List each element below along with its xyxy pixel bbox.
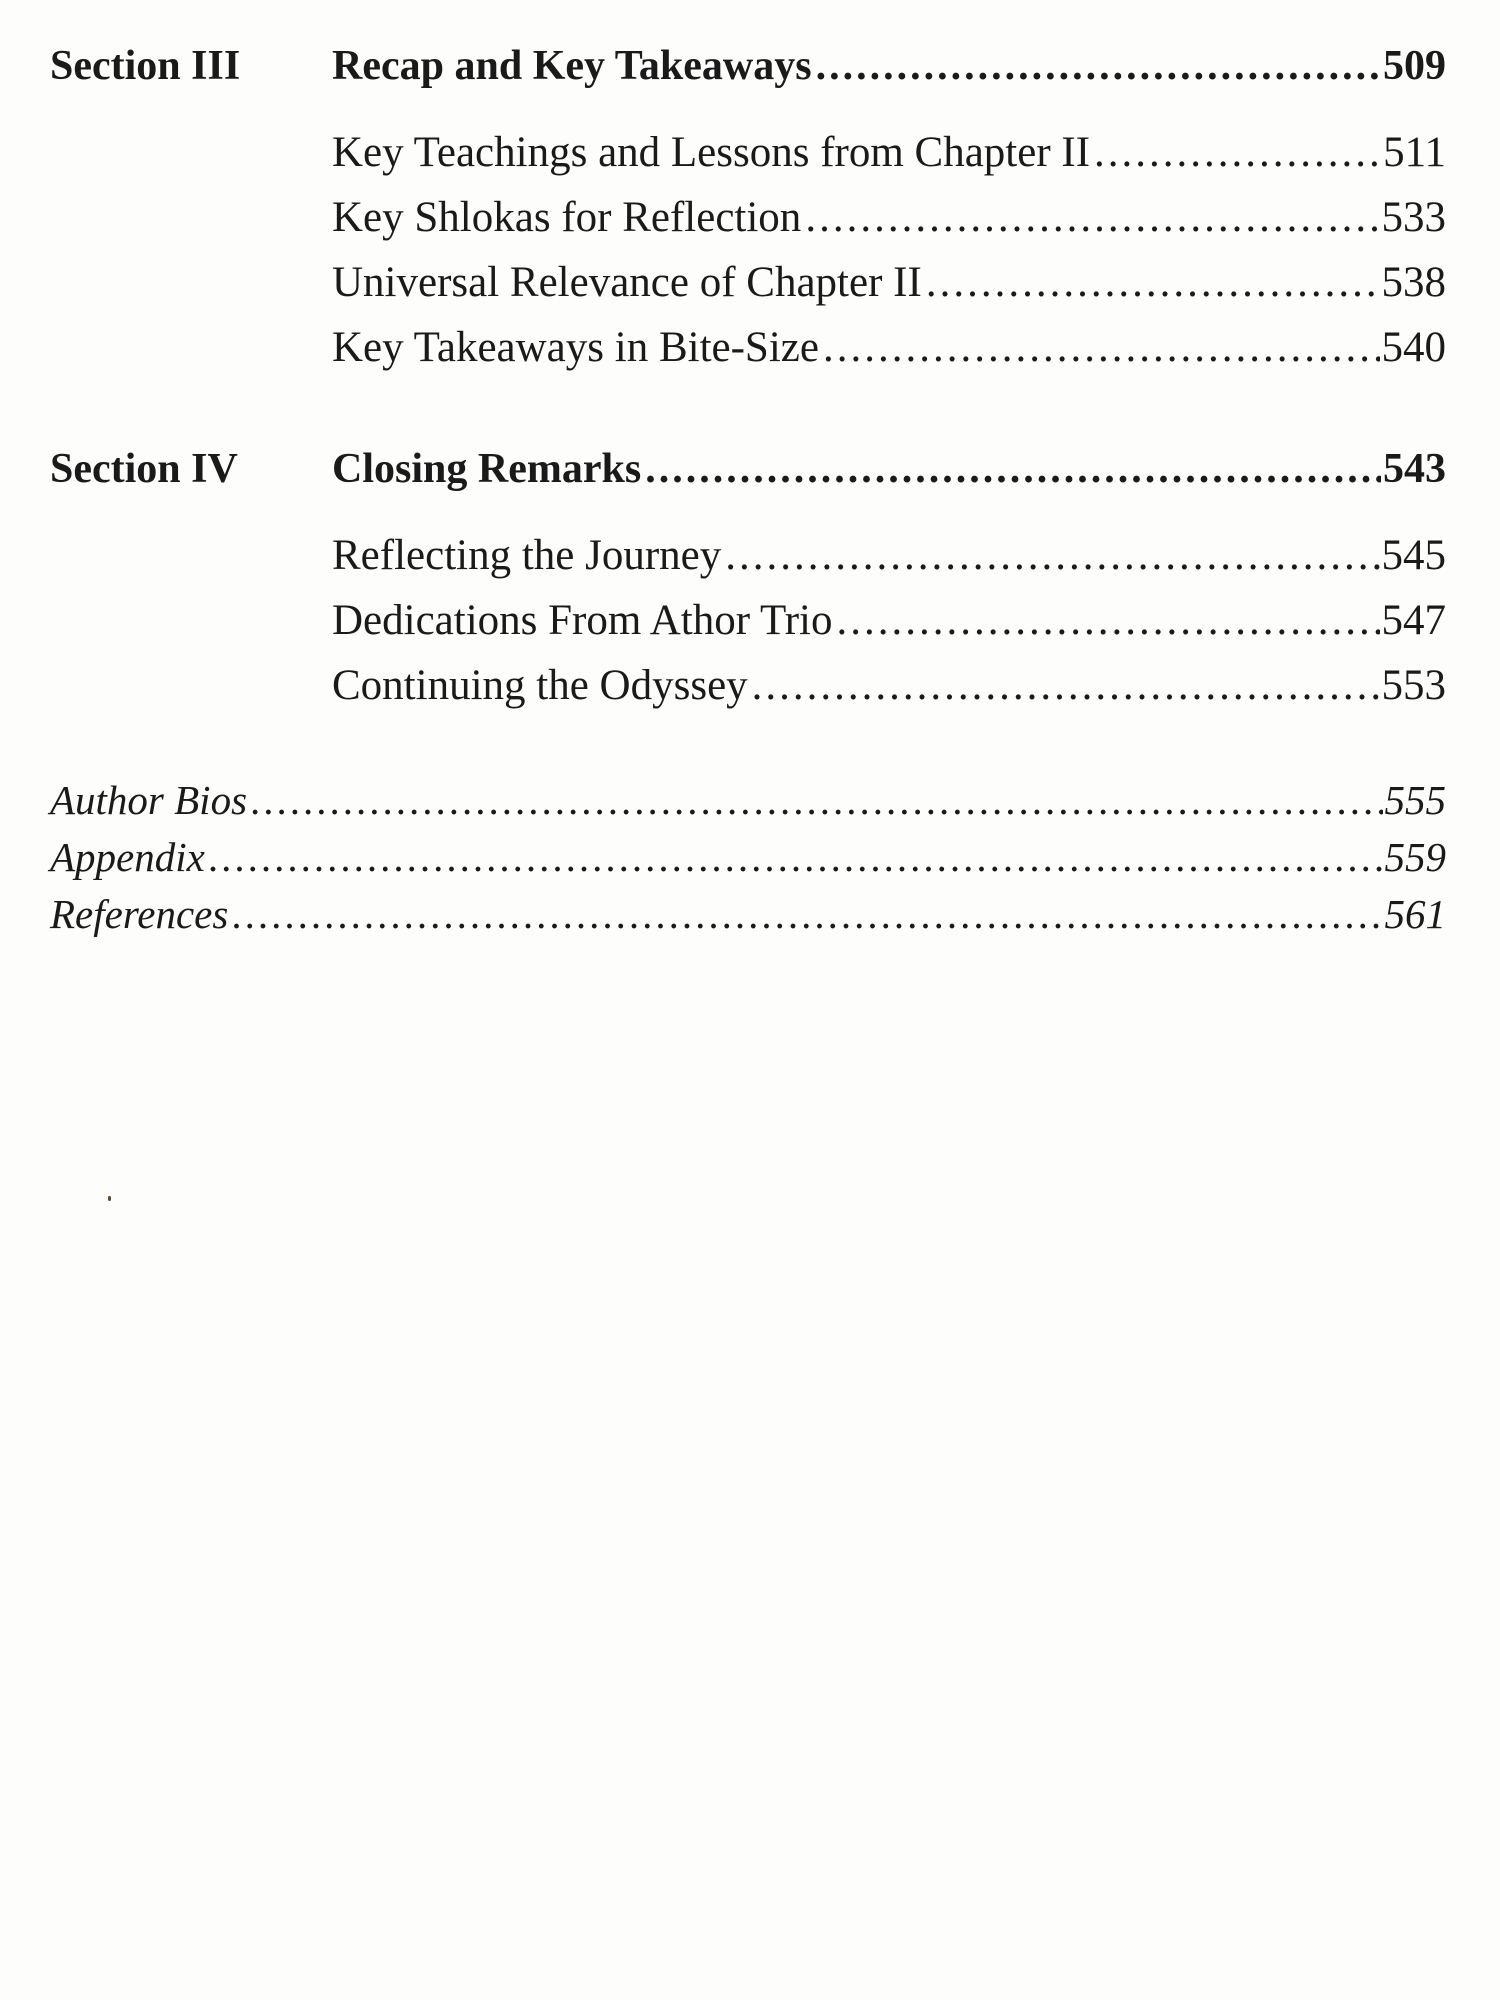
entry-page-number: 547 [1381, 597, 1446, 644]
toc-entry [332, 323, 1446, 388]
entry-page-number: 561 [1384, 891, 1446, 937]
dot-leader [926, 258, 1380, 307]
section-label: Section IV [50, 446, 238, 492]
section-heading-row [50, 445, 1446, 509]
entry-title: Continuing the Odyssey [332, 662, 748, 709]
toc-entry [332, 128, 1446, 193]
dot-leader [232, 890, 1382, 938]
dot-leader [725, 531, 1379, 580]
back-matter-entry [50, 833, 1446, 890]
toc-section-3 [50, 42, 1446, 388]
dot-leader [645, 445, 1381, 493]
toc-entry [332, 661, 1446, 726]
dot-leader [251, 776, 1382, 824]
dot-leader [1094, 128, 1381, 177]
dot-leader [816, 42, 1381, 90]
entry-page-number: 553 [1381, 662, 1446, 709]
paper-speck [108, 1196, 111, 1201]
section-title-line [332, 445, 1446, 493]
dot-leader [823, 323, 1380, 372]
entry-title: Dedications From Athor Trio [332, 597, 833, 644]
entry-title: Author Bios [50, 777, 248, 823]
entry-title: Reflecting the Journey [332, 532, 722, 579]
entry-page-number: 559 [1384, 834, 1446, 880]
dot-leader [805, 193, 1379, 242]
entry-title: Universal Relevance of Chapter II [332, 259, 922, 306]
entry-title: Key Takeaways in Bite-Size [332, 324, 819, 371]
section-title: Closing Remarks [332, 446, 642, 492]
toc-back-matter [50, 776, 1446, 947]
section-title-line [332, 42, 1446, 90]
toc-section-4 [50, 445, 1446, 726]
section-heading-row [50, 42, 1446, 106]
section-title: Recap and Key Takeaways [332, 43, 812, 89]
section-entries [332, 531, 1446, 726]
toc-entry [332, 258, 1446, 323]
toc-entry [332, 531, 1446, 596]
entry-page-number: 533 [1381, 194, 1446, 241]
entry-page-number: 545 [1381, 532, 1446, 579]
back-matter-entry [50, 776, 1446, 833]
entry-page-number: 538 [1381, 259, 1446, 306]
entry-title: Appendix [50, 834, 205, 880]
entry-title: Key Teachings and Lessons from Chapter II [332, 129, 1091, 176]
entry-page-number: 511 [1383, 129, 1446, 176]
section-entries [332, 128, 1446, 388]
entry-page-number: 540 [1381, 324, 1446, 371]
section-page-number: 509 [1383, 43, 1446, 89]
section-page-number: 543 [1383, 446, 1446, 492]
section-label: Section III [50, 43, 241, 89]
dot-leader [752, 661, 1380, 710]
toc-entry [332, 193, 1446, 258]
entry-title: Key Shlokas for Reflection [332, 194, 802, 241]
dot-leader [837, 596, 1380, 645]
back-matter-entry [50, 890, 1446, 947]
entry-title: References [50, 891, 229, 937]
entry-page-number: 555 [1384, 777, 1446, 823]
dot-leader [209, 833, 1383, 881]
toc-entry [332, 596, 1446, 661]
